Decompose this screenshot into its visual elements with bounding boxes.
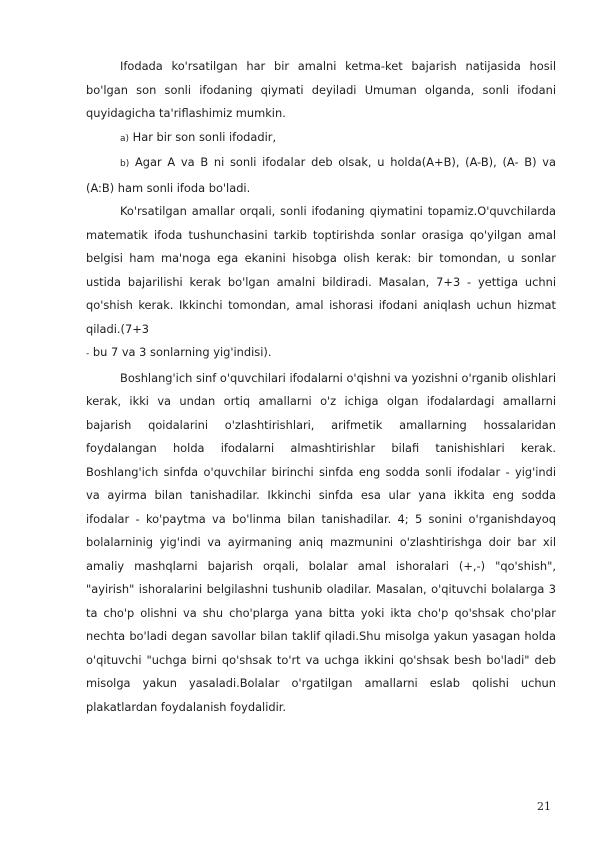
paragraph-operations: Ko'rsatilgan amallar orqali, sonli ifodaning qiymatini topamiz.O'quvchilarda matematik ifoda tushunchasini tarkib toptirishda sonlar orasiga qo'yilgan amal belgisi ham ma'noga ega ekanini hisobga olish kerak: bir tomondan, u sonlar ustida bajarilishi kerak bo'lgan amalni bildiradi. Masalan, 7+3 - yettiga uchni qo'shish kerak. Ikkinchi tomondan, amal ishorasi ifodani aniqlash uchun hizmat qiladi.(7+3 [86, 204, 556, 336]
list-item-a-text: Har bir son sonli ifodadir, [132, 129, 277, 144]
list-item-b [86, 151, 556, 200]
list-item-b-letter: b) [120, 159, 130, 169]
continuation-dash: - [86, 349, 90, 359]
list-item-b-text: Agar A va B ni sonli ifodalar deb olsak, u holda(A+B), (A-B), (A- B) va (A:B) ham sonli ifoda bo'ladi. [86, 155, 556, 195]
paragraph-continuation [86, 341, 556, 367]
body-text [86, 55, 556, 719]
list-item-a [86, 126, 556, 152]
paragraph-expression-value: Ifodada ko'rsatilgan har bir amalni ketma-ket bajarish natijasida hosil bo'lgan son sonli ifodaning qiymati deyiladi Umuman olganda, sonli ifodani quyidagicha ta'riflashimiz mumkin. [86, 59, 556, 120]
paragraph-primary-school: Boshlang'ich sinf o'quvchilari ifodalarni o'qishni va yozishni o'rganib olishlari kerak, ikki va undan ortiq amallarni o'z ichiga olgan ifodalardagi amallarni bajarish qoidalarini o'zlashtirishlari, arifmetik amallarning hossalaridan foydalangan holda ifodalarni almashtirishlar bilafi tanishishlari kerak. Boshlang'ich sinfda o'quvchilar birinchi sinfda eng sodda sonli ifodalar - yig'indi va ayirma bilan tanishadilar. Ikkinchi sinfda esa ular yana ikkita eng sodda ifodalar - ko'paytma va bo'linma bilan tanishadilar. 4; 5 sonini o'rganishdayoq bolalarninig yig'indi va ayirmaning aniq mazmunini o'zlashtirishga doir bar xil amaliy mashqlarni bajarish orqali, bolalar amal ishoralari (+,-) "qo'shish", "ayirish" ishoralarini belgilashni tushunib oladilar. Masalan, o'qituvchi bolalarga 3 ta cho'p olishni va shu cho'plarga yana bitta yoki ikta cho'p qo'shsak cho'plar nechta bo'ladi degan savollar bilan taklif qiladi.Shu misolga yakun yasagan holda o'qituvchi "uchga birni qo'shsak to'rt va uchga ikkini qo'shsak besh bo'ladi" deb misolga yakun yasaladi.Bolalar o'rgatilgan amallarni eslab qolishi uchun plakatlardan foydalanish foydalidir. [86, 370, 556, 714]
continuation-text: bu 7 va 3 sonlarning yig'indisi). [92, 345, 272, 359]
list-item-a-letter: a) [120, 133, 130, 144]
page-number: 21 [537, 800, 551, 813]
